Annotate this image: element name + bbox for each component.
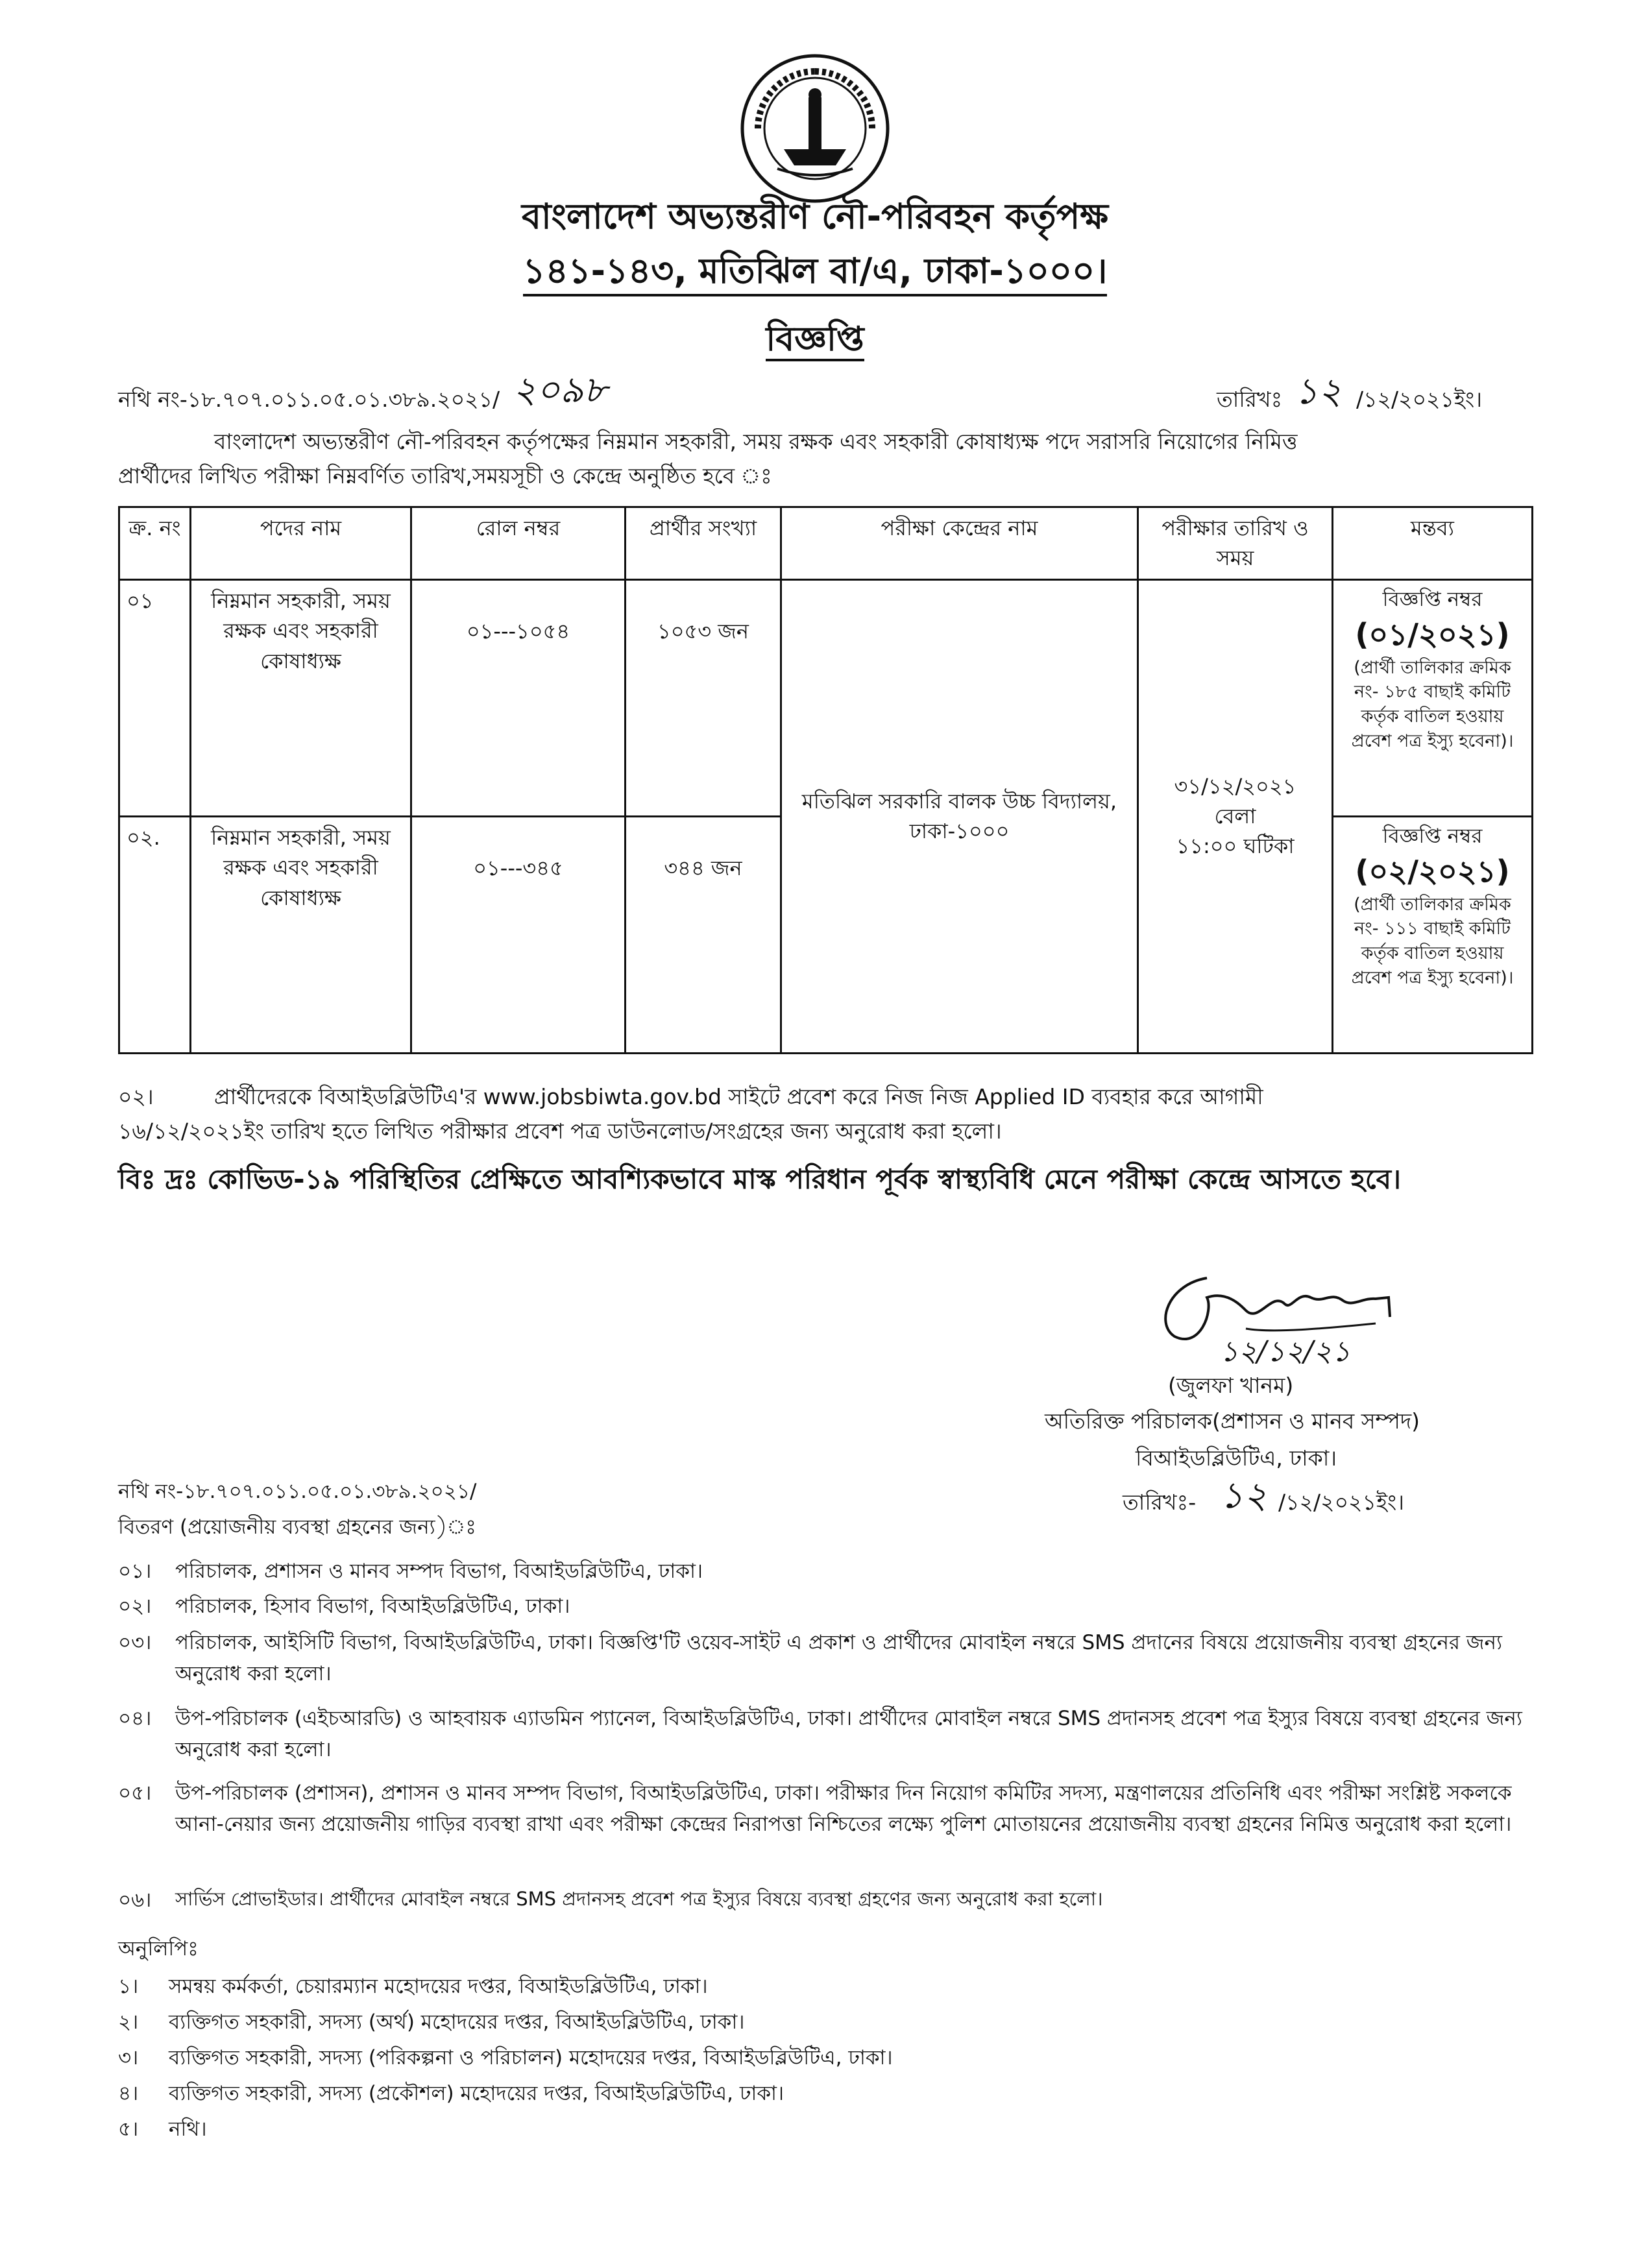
table-row <box>119 579 1533 816</box>
memo-date-day: ১২ <box>1295 370 1342 413</box>
distribution-item-text: পরিচালক, আইসিটি বিভাগ, বিআইডব্লিউটিএ, ঢাকা। বিজ্ঞপ্তি'টি ওয়েব-সাইট এ প্রকাশ ও প্রার্থীদের মোবাইল নম্বরে SMS প্রদানের বিষয়ে প্রয়োজনীয় ব্যবস্থা গ্রহনের জন্য অনুরোধ করা হলো। <box>175 1631 1503 1686</box>
copies-item-number: ৩। <box>118 2046 139 2069</box>
organization-address: ১৪১-১৪৩, মতিঝিল বা/এ, ঢাকা-১০০০। <box>0 244 1630 302</box>
distribution-item-number: ০৩। <box>118 1631 152 1654</box>
copies-item-text: ব্যক্তিগত সহকারী, সদস্য (পরিকল্পনা ও পরিচালন) মহোদয়ের দপ্তর, বিআইডব্লিউটিএ, ঢাকা। <box>169 2046 893 2069</box>
memo-handwritten-number: ২০৯৮ <box>513 369 607 411</box>
sign-date-label: তারিখঃ- <box>1123 1490 1197 1515</box>
notice-title: বিজ্ঞপ্তি <box>0 313 1630 369</box>
copies-item-number: ৪। <box>118 2082 139 2105</box>
date-time-cell <box>1138 579 1333 1053</box>
covid-note: বিঃ দ্রঃ কোভিড-১৯ পরিস্থিতির প্রেক্ষিতে আবশ্যিকভাবে মাস্ক পরিধান পূর্বক স্বাস্থ্যবিধি মেনে পরীক্ষা কেন্দ্রে আসতে হবে। <box>118 1163 1401 1195</box>
header-center: পরীক্ষা কেন্দ্রের নাম <box>781 507 1138 580</box>
distribution-memo: নথি নং-১৮.৭০৭.০১১.০৫.০১.৩৮৯.২০২১/ <box>118 1480 477 1503</box>
header-roll: রোল নম্বর <box>411 507 626 580</box>
intro-line-2: প্রার্থীদের লিখিত পরীক্ষা নিম্নবর্ণিত তারিখ,সময়সূচী ও কেন্দ্রে অনুষ্ঠিত হবে ঃ <box>118 463 772 489</box>
signatory-name: (জুলফা খানম) <box>1168 1373 1294 1398</box>
exam-date: ৩১/১২/২০২১ <box>1174 773 1296 799</box>
roll-cell: ০১---৩৪৫ <box>411 816 626 1053</box>
distribution-item-number: ০১। <box>118 1560 152 1583</box>
exam-schedule-table <box>118 506 1533 1054</box>
remark-body: (প্রার্থী তালিকার ক্রমিক নং- ১৮৫ বাছাই কমিটি কর্তৃক বাতিল হওয়ায় প্রবেশ পত্র ইস্যু হবেনা)। <box>1351 657 1514 751</box>
header-remark: মন্তব্য <box>1333 507 1533 580</box>
remark-head: বিজ্ঞপ্তি নম্বর <box>1382 824 1483 848</box>
copies-item-number: ৫। <box>118 2117 139 2141</box>
intro-line-1: বাংলাদেশ অভ্যন্তরীণ নৌ-পরিবহন কর্তৃপক্ষের নিম্নমান সহকারী, সময় রক্ষক এবং সহকারী কোষাধ্যক্ষ পদে সরাসরি নিয়োগের নিমিত্ত <box>214 429 1298 454</box>
memo-date-label: তারিখঃ <box>1217 387 1283 412</box>
point-2-line-2: ১৬/১২/২০২১ইং তারিখ হতে লিখিত পরীক্ষার প্রবেশ পত্র ডাউনলোড/সংগ্রহের জন্য অনুরোধ করা হলো। <box>118 1118 1002 1144</box>
distribution-item-text: পরিচালক, হিসাব বিভাগ, বিআইডব্লিউটিএ, ঢাকা। <box>175 1595 570 1618</box>
signature-date: ১২/১২/২১ <box>1220 1335 1351 1368</box>
copies-item-text: সমন্বয় কর্মকর্তা, চেয়ারম্যান মহোদয়ের দপ্তর, বিআইডব্লিউটিএ, ঢাকা। <box>169 1975 708 1998</box>
copies-item-number: ১। <box>118 1975 139 1998</box>
sign-date-rest: /১২/২০২১ইং। <box>1278 1490 1405 1515</box>
signatory-office: বিআইডব্লিউটিএ, ঢাকা। <box>1136 1445 1337 1471</box>
exam-time-label: বেলা <box>1214 804 1256 829</box>
remark-cell <box>1333 816 1533 1053</box>
biwta-seal-icon <box>738 52 892 205</box>
organization-name: বাংলাদেশ অভ্যন্তরীণ নৌ-পরিবহন কর্তৃপক্ষ <box>521 196 1109 237</box>
memo-date-rest: /১২/২০২১ইং। <box>1356 387 1483 412</box>
distribution-item-number: ০৪। <box>118 1707 152 1730</box>
header-serial: ক্র. নং <box>119 507 191 580</box>
remark-number: (০১/২০২১) <box>1355 617 1510 653</box>
point-2-line-1: প্রার্থীদেরকে বিআইডব্লিউটিএ'র www.jobsbiwta.gov.bd সাইটে প্রবেশ করে নিজ নিজ Applied ID ব্যবহার করে আগামী <box>214 1084 1263 1109</box>
point-2-number: ০২। <box>118 1084 154 1109</box>
count-cell: ১০৫৩ জন <box>626 579 781 816</box>
distribution-item-number: ০৫। <box>118 1781 152 1805</box>
copies-item-text: ব্যক্তিগত সহকারী, সদস্য (অর্থ) মহোদয়ের দপ্তর, বিআইডব্লিউটিএ, ঢাকা। <box>169 2010 745 2034</box>
copies-item-number: ২। <box>118 2010 139 2034</box>
count-cell: ৩৪৪ জন <box>626 816 781 1053</box>
post-cell: নিম্নমান সহকারী, সময় রক্ষক এবং সহকারী কোষাধ্যক্ষ <box>191 816 411 1053</box>
header-post: পদের নাম <box>191 507 411 580</box>
signatory-designation: অতিরিক্ত পরিচালক(প্রশাসন ও মানব সম্পদ) <box>1045 1408 1420 1434</box>
distribution-item-text: পরিচালক, প্রশাসন ও মানব সম্পদ বিভাগ, বিআইডব্লিউটিএ, ঢাকা। <box>175 1560 703 1583</box>
memo-number: নথি নং-১৮.৭০৭.০১১.০৫.০১.৩৮৯.২০২১/ <box>118 387 500 412</box>
distribution-item-number: ০৬। <box>118 1888 152 1912</box>
remark-number: (০২/২০২১) <box>1355 854 1510 889</box>
post-cell: নিম্নমান সহকারী, সময় রক্ষক এবং সহকারী কোষাধ্যক্ষ <box>191 579 411 816</box>
copies-item-text: নথি। <box>169 2117 207 2141</box>
remark-body: (প্রার্থী তালিকার ক্রমিক নং- ১১১ বাছাই কমিটি কর্তৃক বাতিল হওয়ায় প্রবেশ পত্র ইস্যু হবেনা)। <box>1351 894 1514 988</box>
distribution-title: বিতরণ (প্রয়োজনীয় ব্যবস্থা গ্রহনের জন্য)ঃ <box>118 1515 476 1539</box>
distribution-item-text: উপ-পরিচালক (এইচআরডি) ও আহবায়ক এ্যাডমিন প্যানেল, বিআইডব্লিউটিএ, ঢাকা। প্রার্থীদের মোবাইল নম্বরে SMS প্রদানসহ প্রবেশ পত্র ইস্যুর বিষয়ে ব্যবস্থা গ্রহনের জন্য অনুরোধ করা হলো। <box>175 1707 1522 1762</box>
center-cell: মতিঝিল সরকারি বালক উচ্চ বিদ্যালয়, ঢাকা-১০০০ <box>781 579 1138 1053</box>
serial-cell: ০২. <box>119 816 191 1053</box>
header-count: প্রার্থীর সংখ্যা <box>626 507 781 580</box>
header-date-time: পরীক্ষার তারিখ ও সময় <box>1138 507 1333 580</box>
remark-cell <box>1333 579 1533 816</box>
sign-date-day: ১২ <box>1220 1475 1267 1517</box>
distribution-item-number: ০২। <box>118 1595 152 1618</box>
exam-time: ১১:০০ ঘটিকা <box>1176 834 1295 859</box>
serial-cell: ০১ <box>119 579 191 816</box>
table-header-row <box>119 507 1533 580</box>
remark-head: বিজ্ঞপ্তি নম্বর <box>1382 587 1483 611</box>
copies-title: অনুলিপিঃ <box>118 1937 199 1960</box>
copies-item-text: ব্যক্তিগত সহকারী, সদস্য (প্রকৌশল) মহোদয়ের দপ্তর, বিআইডব্লিউটিএ, ঢাকা। <box>169 2082 785 2105</box>
distribution-item-text: উপ-পরিচালক (প্রশাসন), প্রশাসন ও মানব সম্পদ বিভাগ, বিআইডব্লিউটিএ, ঢাকা। পরীক্ষার দিন নিয়োগ কমিটির সদস্য, মন্ত্রণালয়ের প্রতিনিধি এবং পরীক্ষা সংশ্লিষ্ট সকলকে আনা-নেয়ার জন্য প্রয়োজনীয় গাড়ির ব্যবস্থা রাখা এবং পরীক্ষা কেন্দ্রের নিরাপত্তা নিশ্চিতের লক্ষ্যে পুলিশ মোতায়নের প্রয়োজনীয় ব্যবস্থা গ্রহনের নিমিত্ত অনুরোধ করা হলো। <box>175 1781 1512 1837</box>
distribution-item-text: সার্ভিস প্রোভাইডার। প্রার্থীদের মোবাইল নম্বরে SMS প্রদানসহ প্রবেশ পত্র ইস্যুর বিষয়ে ব্যবস্থা গ্রহণের জন্য অনুরোধ করা হলো। <box>175 1888 1103 1910</box>
roll-cell: ০১---১০৫৪ <box>411 579 626 816</box>
